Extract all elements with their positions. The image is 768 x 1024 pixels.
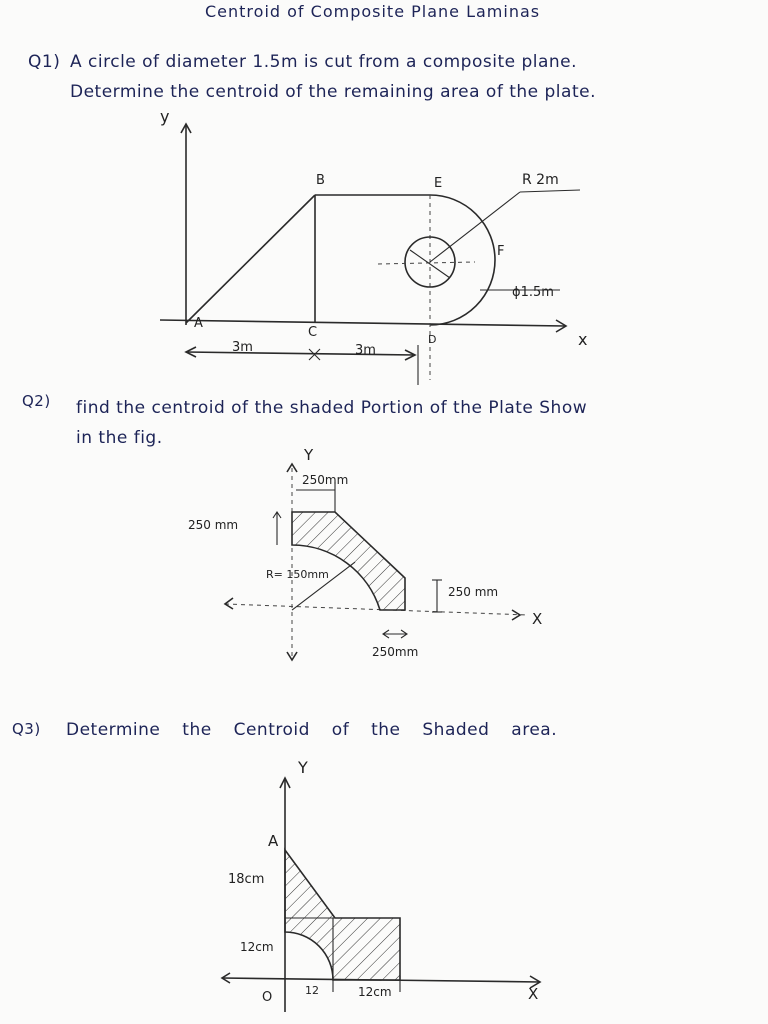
- q2-radius-label: R= 150mm: [266, 568, 329, 581]
- q3-dim-18cm: 18cm: [228, 872, 265, 887]
- q2-text-line1: find the centroid of the shaded Portion of the Plate Show: [76, 398, 588, 418]
- q1-point-a: A: [194, 316, 203, 331]
- q3-x-label: X: [528, 985, 539, 1003]
- q2-text-line2: in the fig.: [76, 428, 163, 448]
- q1-dim-3m-left: 3m: [232, 340, 253, 355]
- q3-number: Q3): [12, 720, 41, 738]
- q3-origin: O: [262, 990, 273, 1005]
- q3-dim-12cm-right: 12cm: [358, 985, 392, 999]
- page-title: Centroid of Composite Plane Laminas: [205, 2, 541, 21]
- q1-point-d: D: [428, 333, 437, 346]
- q1-point-e: E: [434, 176, 443, 191]
- q1-point-f: F: [497, 244, 505, 259]
- q3-dim-12-bottom: 12: [305, 984, 319, 997]
- q3-point-a: A: [268, 832, 279, 850]
- q1-dim-3m-right: 3m: [355, 343, 376, 358]
- q1-hole-label: ϕ1.5m: [512, 285, 554, 300]
- q1-text-line2: Determine the centroid of the remaining area of the plate.: [70, 82, 596, 102]
- q3-shaded-area: [285, 850, 400, 980]
- q1-point-b: B: [316, 173, 325, 188]
- q2-right-height: 250 mm: [448, 585, 499, 599]
- q2-number: Q2): [22, 392, 51, 410]
- q1-text-line1: A circle of diameter 1.5m is cut from a composite plane.: [70, 52, 578, 72]
- q3-text-line1: Determine the Centroid of the Shaded area.: [66, 720, 558, 740]
- q2-x-label: X: [532, 610, 543, 628]
- q1-radius-label: R 2m: [522, 172, 559, 188]
- q2-y-label: Y: [304, 446, 314, 464]
- q3-dim-12cm-left: 12cm: [240, 940, 274, 954]
- q1-point-c: C: [308, 325, 318, 340]
- q2-left-height: 250 mm: [188, 518, 239, 532]
- q3-y-label: Y: [298, 758, 308, 777]
- q1-number: Q1): [28, 52, 61, 72]
- q2-bottom-width: 250mm: [372, 645, 419, 659]
- q2-top-width: 250mm: [302, 473, 349, 487]
- q1-x-label: x: [578, 330, 588, 349]
- q1-y-label: y: [160, 107, 170, 126]
